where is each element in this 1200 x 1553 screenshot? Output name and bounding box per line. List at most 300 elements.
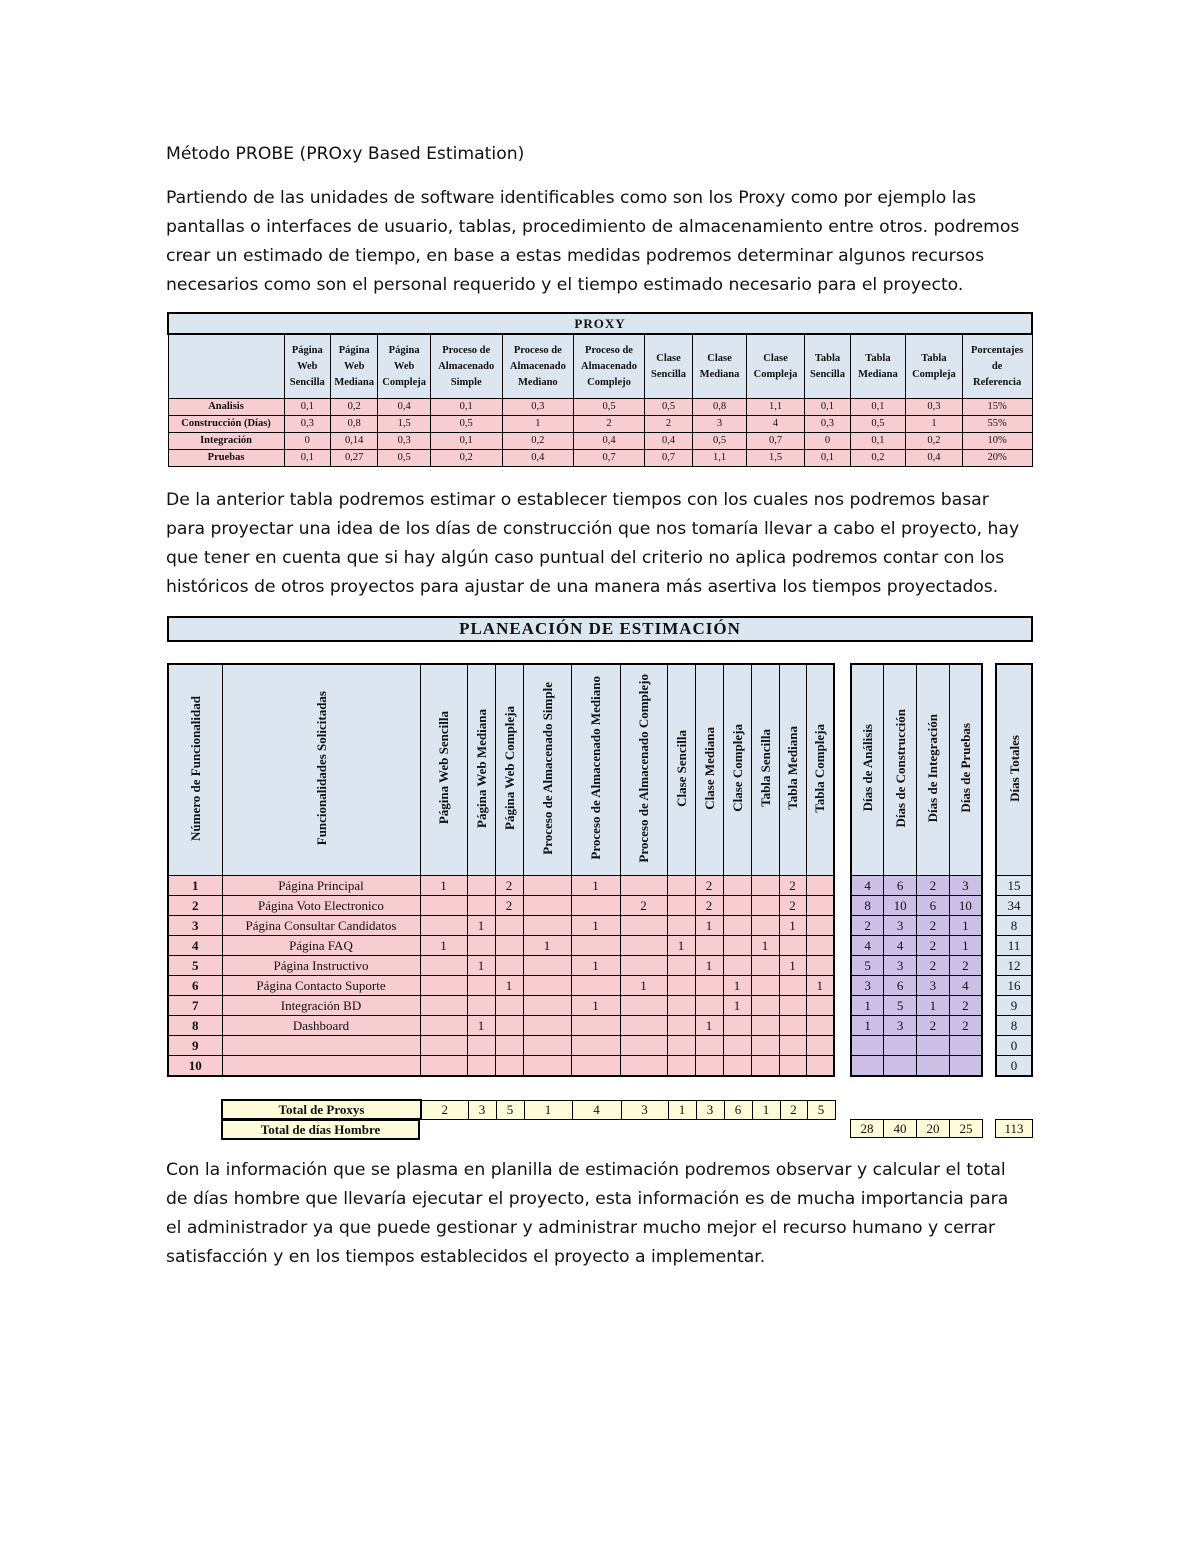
proxy-cell: 0,5 [850,416,906,433]
function-name: Dashboard [222,1016,420,1036]
proxy-count-cell [523,996,571,1016]
proxy-count-cell [571,976,620,996]
col-header-proxy-text: Clase Compleja [729,724,745,812]
proxy-col-header-line: Tabla [814,352,841,364]
proxy-cell: 0,3 [906,399,963,416]
proxy-count-cell [467,1036,495,1056]
proxy-col-header-line: Sencilla [289,376,325,388]
proxy-count-cell [779,1016,806,1036]
proxy-count-cell [495,916,523,936]
proxy-cell: 0,1 [430,399,502,416]
proxy-count-cell: 1 [420,936,467,956]
function-number: 5 [168,956,222,976]
proxy-col-header-line: Web [393,360,415,372]
days-cell [884,1056,917,1077]
proxy-count-cell: 1 [467,1016,495,1036]
col-header-proxy-text: Tabla Compleja [812,723,828,813]
proxy-count-cell [779,1036,806,1056]
proxy-col-header-line: Tabla [921,352,947,364]
col-header-number: Número de Funcionalidad [168,664,222,876]
proxy-cell: 0,4 [502,450,574,467]
col-header-days [851,664,884,876]
proxy-count-cell [779,1056,806,1077]
proxy-col-header-line: Sencilla [651,368,687,380]
proxy-cell: 0,3 [378,433,430,450]
proxy-count-cell [723,876,751,896]
function-number: 3 [168,916,222,936]
col-header-proxy [467,664,495,876]
days-row [851,1016,982,1036]
total-proxys-label: Total de Proxys [222,1100,421,1119]
total-proxy-cell: 1 [752,1100,780,1119]
proxy-count-cell: 1 [751,936,779,956]
function-name: Página Instructivo [222,956,420,976]
proxy-cell: 0,8 [330,416,377,433]
function-number: 6 [168,976,222,996]
days-cell: 2 [917,916,950,936]
function-name: Integración BD [222,996,420,1016]
function-number: 1 [168,876,222,896]
proxy-col-header-line: Tabla [865,352,891,364]
proxy-col-header-line: Compleja [753,368,798,380]
function-number: 7 [168,996,222,1016]
days-cell: 1 [851,1016,884,1036]
proxy-cell: 1 [906,416,963,433]
proxy-count-cell: 1 [667,936,695,956]
proxy-cell: 15% [962,399,1032,416]
proxy-cell: 0,14 [330,433,377,450]
table-row [168,1036,834,1056]
row-total-cell: 15 [996,876,1032,896]
analysis-paragraph [166,486,1046,602]
days-row [851,996,982,1016]
proxy-col-header [574,334,645,399]
proxy-count-cell: 1 [571,996,620,1016]
function-number: 8 [168,1016,222,1036]
col-header-proxy-text: Página Web Sencilla [436,711,451,825]
proxy-count-cell [667,1016,695,1036]
days-row [851,936,982,956]
days-cell: 1 [949,936,982,956]
proxy-count-cell [420,916,467,936]
proxy-col-header-line: Proceso de [513,344,562,356]
proxy-count-cell [751,976,779,996]
total-days-cell: 28 [851,1120,884,1138]
proxy-count-cell [695,936,723,956]
text-line: que tener en cuenta que si hay algún caso puntual del criterio no aplica podremos contar con los [166,548,1005,568]
days-cell: 3 [949,876,982,896]
proxy-count-cell [667,996,695,1016]
days-cell: 1 [851,996,884,1016]
proxy-cell: 0,1 [284,450,330,467]
proxy-count-cell [467,936,495,956]
table-row [168,896,834,916]
proxy-count-cell [751,896,779,916]
proxy-cell: 0,2 [502,433,574,450]
proxy-count-cell [723,1036,751,1056]
proxy-cell: 4 [746,416,805,433]
proxy-col-header-line: Mediana [858,368,898,380]
proxy-col-header-line: Clase [707,352,732,364]
col-header-days-text: Días de Pruebas [957,723,973,813]
days-cell: 8 [851,896,884,916]
total-proxys-row [221,1099,836,1120]
row-total-cell: 12 [996,956,1032,976]
row-total-cell: 0 [996,1036,1032,1056]
proxy-count-cell [806,876,834,896]
proxy-count-cell [467,896,495,916]
proxy-cell: 0,2 [330,399,377,416]
proxy-col-header [746,334,805,399]
table-row [168,876,834,896]
proxy-cell: 0,1 [805,399,850,416]
col-header-proxy [495,664,523,876]
proxy-col-header-line: Mediana [699,368,740,380]
total-proxy-cell: 3 [696,1100,724,1119]
proxy-count-cell [751,916,779,936]
total-proxy-cell: 3 [621,1100,668,1119]
proxy-cell: 0,7 [644,450,692,467]
days-cell [917,1036,950,1056]
proxy-count-cell [620,996,667,1016]
proxy-count-cell [695,976,723,996]
row-total-cell: 16 [996,976,1032,996]
proxy-count-cell [667,896,695,916]
text-line: de días hombre que llevaría ejecutar el proyecto, esta información es de mucha importancia para [166,1189,1009,1209]
proxy-col-header-line: Almacenado [438,360,495,372]
proxy-count-cell: 2 [495,896,523,916]
proxy-count-cell [620,1016,667,1036]
total-proxy-cell: 1 [668,1100,696,1119]
proxy-count-cell [420,896,467,916]
proxy-count-cell [779,976,806,996]
col-header-days [949,664,982,876]
proxy-cell: 1,5 [378,416,430,433]
proxy-count-cell [751,1036,779,1056]
days-cell: 6 [917,896,950,916]
col-header-proxy [779,664,806,876]
days-cell: 2 [851,916,884,936]
proxy-cell: 0,2 [430,450,502,467]
proxy-count-cell [723,1056,751,1077]
col-header-proxy [695,664,723,876]
proxy-row-label: Integración [168,433,284,450]
proxy-cell: 1 [502,416,574,433]
proxy-count-cell: 1 [467,916,495,936]
intro-line: necesarios como son el personal requerido y el tiempo estimado necesario para el proyecto. [166,275,964,295]
days-row [851,916,982,936]
proxy-col-header-line: Web [297,360,318,372]
days-cell: 4 [851,936,884,956]
intro-line: crear un estimado de tiempo, en base a estas medidas podremos determinar algunos recursos [166,246,985,266]
proxy-count-cell [620,876,667,896]
days-cell: 2 [917,1016,950,1036]
proxy-count-cell [495,996,523,1016]
proxy-col-header-line: Clase [763,352,788,364]
total-proxy-cell: 5 [496,1100,524,1119]
proxy-count-cell [467,996,495,1016]
proxy-col-header-line: Referencia [973,376,1022,388]
conclusion-paragraph [166,1156,1046,1272]
col-header-days-text: Días de Análisis [860,724,876,812]
days-row [851,896,982,916]
proxy-cell: 10% [962,433,1032,450]
proxy-count-cell: 2 [495,876,523,896]
proxy-count-cell: 1 [723,996,751,1016]
grand-total-value: 113 [996,1120,1033,1138]
table-row [168,976,834,996]
col-header-days-text: Días de Construcción [892,708,908,828]
document-title: Método PROBE (PROxy Based Estimation) [166,144,525,164]
planning-table [167,663,835,1077]
proxy-count-cell: 2 [779,896,806,916]
function-name: Página Consultar Candidatos [222,916,420,936]
proxy-row-label: Analisis [168,399,284,416]
function-number: 2 [168,896,222,916]
col-header-days-text: Días de Integración [925,713,941,823]
proxy-col-header [850,334,906,399]
total-row [996,896,1032,916]
total-proxy-cell: 1 [524,1100,572,1119]
proxy-cell: 0,5 [430,416,502,433]
proxy-count-cell [523,876,571,896]
total-proxy-cell: 5 [807,1100,835,1119]
proxy-count-cell [806,916,834,936]
function-name: Página Principal [222,876,420,896]
col-header-proxy [667,664,695,876]
proxy-col-header-line: Proceso de [442,344,491,356]
proxy-count-cell [667,916,695,936]
proxy-cell: 0,7 [574,450,645,467]
function-name [222,1036,420,1056]
proxy-count-cell: 1 [779,956,806,976]
proxy-count-cell [695,1056,723,1077]
proxy-col-header [502,334,574,399]
proxy-count-cell [523,916,571,936]
proxy-count-cell [751,996,779,1016]
days-cell: 2 [917,956,950,976]
proxy-col-header [906,334,963,399]
proxy-col-header [962,334,1032,399]
total-proxy-cell: 2 [780,1100,807,1119]
intro-paragraph [166,184,1046,300]
days-table [850,663,983,1077]
proxy-cell: 0,5 [574,399,645,416]
table-row [168,1056,834,1077]
days-cell: 4 [851,876,884,896]
proxy-col-header [330,334,377,399]
proxy-count-cell [420,1036,467,1056]
proxy-cell: 0,7 [746,433,805,450]
proxy-count-cell: 1 [620,976,667,996]
row-total-cell: 8 [996,916,1032,936]
proxy-count-cell [667,1056,695,1077]
grand-total-table [995,1119,1033,1138]
text-line: De la anterior tabla podremos estimar o establecer tiempos con los cuales nos podremos basar [166,490,989,510]
proxy-count-cell [571,1056,620,1077]
table-row [168,916,834,936]
col-header-proxy-text: Página Web Compleja [501,706,517,830]
proxy-count-cell [523,1036,571,1056]
proxy-cell: 0,4 [574,433,645,450]
proxy-count-cell [620,916,667,936]
days-row [851,876,982,896]
days-cell [851,1036,884,1056]
proxy-count-cell [779,936,806,956]
col-header-proxy-text: Tabla Mediana [785,726,800,810]
proxy-row [168,433,1032,450]
total-row [996,976,1032,996]
total-proxy-cell: 2 [421,1100,468,1119]
proxy-col-header-line: Sencilla [809,368,845,380]
function-number: 9 [168,1036,222,1056]
total-row [996,916,1032,936]
days-cell [949,1036,982,1056]
col-header-proxy-text: Página Web Mediana [473,708,489,828]
col-header-proxy-text: Clase Mediana [701,726,717,810]
col-header-function: Funcionalidades Solicitadas [222,664,420,876]
proxy-count-cell: 1 [695,1016,723,1036]
proxy-count-cell: 1 [495,976,523,996]
proxy-col-header [805,334,850,399]
proxy-count-cell [571,896,620,916]
text-line: para proyectar una idea de los días de construcción que nos tomaría llevar a cabo el proyecto, hay [166,519,1020,539]
days-row [851,956,982,976]
proxy-cell: 0,4 [644,433,692,450]
proxy-col-header-line: Proceso de [585,344,633,356]
proxy-count-cell: 1 [695,956,723,976]
col-header-proxy [751,664,779,876]
days-cell: 5 [884,996,917,1016]
proxy-cell: 0,5 [378,450,430,467]
days-cell: 2 [949,996,982,1016]
total-row [996,936,1032,956]
function-name: Página FAQ [222,936,420,956]
days-cell: 3 [884,956,917,976]
total-days-cell: 20 [917,1120,950,1138]
total-row [996,1016,1032,1036]
proxy-cell: 0,8 [693,399,746,416]
col-header-proxy [420,664,467,876]
days-cell [949,1056,982,1077]
proxy-cell: 1,5 [746,450,805,467]
days-cell: 1 [949,916,982,936]
total-days-cell: 40 [884,1120,917,1138]
total-row [996,996,1032,1016]
proxy-count-cell [523,976,571,996]
proxy-cell: 0,5 [693,433,746,450]
proxy-count-cell: 1 [806,976,834,996]
proxy-count-cell [467,876,495,896]
proxy-count-cell: 2 [695,876,723,896]
total-proxy-cell: 3 [468,1100,496,1119]
proxy-count-cell [571,1016,620,1036]
proxy-cell: 0,4 [378,399,430,416]
proxy-col-header-line: Página [388,344,420,356]
proxy-col-header-line: Almacenado [509,360,566,372]
proxy-count-cell [723,1016,751,1036]
proxy-cell: 0,4 [906,450,963,467]
days-row [851,1036,982,1056]
proxy-col-header-line: Página [338,344,370,356]
proxy-col-header-line: Web [343,360,365,372]
proxy-count-cell [420,996,467,1016]
proxy-col-header [284,334,330,399]
col-header-proxy [806,664,834,876]
proxy-cell: 0,3 [502,399,574,416]
text-line: Con la información que se plasma en planilla de estimación podremos observar y calcular el total [166,1160,1006,1180]
proxy-count-cell [723,956,751,976]
days-cell: 10 [949,896,982,916]
proxy-count-cell: 1 [571,876,620,896]
proxy-cell: 55% [962,416,1032,433]
proxy-count-cell [667,976,695,996]
days-cell: 2 [949,1016,982,1036]
proxy-count-cell [667,876,695,896]
proxy-count-cell: 1 [420,876,467,896]
proxy-count-cell [806,956,834,976]
proxy-count-cell [806,1056,834,1077]
proxy-count-cell: 1 [523,936,571,956]
proxy-cell: 0,1 [850,399,906,416]
row-total-cell: 34 [996,896,1032,916]
proxy-count-cell [523,1016,571,1036]
proxy-count-cell: 1 [467,956,495,976]
proxy-cell: 0,3 [284,416,330,433]
proxy-cell: 0,3 [805,416,850,433]
proxy-cell: 0,27 [330,450,377,467]
proxy-count-cell [523,1056,571,1077]
table-row [168,996,834,1016]
days-row [851,976,982,996]
proxy-col-header-line: de [991,360,1003,372]
total-row [996,1036,1032,1056]
col-header-proxy-text: Proceso de Almacenado Mediano [588,676,603,860]
col-header-days [884,664,917,876]
text-line: históricos de otros proyectos para ajustar de una manera más asertiva los tiempos proyectados. [166,577,999,597]
proxy-cell: 0 [284,433,330,450]
proxy-count-cell [620,1056,667,1077]
proxy-cell: 0,2 [906,433,963,450]
proxy-count-cell [806,1016,834,1036]
proxy-count-cell [695,996,723,1016]
proxy-col-header-line: Compleja [912,368,956,380]
proxy-count-cell [571,1036,620,1056]
proxy-cell: 2 [574,416,645,433]
intro-line: Partiendo de las unidades de software identificables como son los Proxy como por ejemplo las [166,188,977,208]
proxy-count-cell [523,896,571,916]
proxy-count-cell: 1 [779,916,806,936]
proxy-count-cell [806,996,834,1016]
proxy-count-cell: 1 [571,916,620,936]
proxy-count-cell [620,1036,667,1056]
proxy-row [168,416,1032,433]
proxy-count-cell: 1 [571,956,620,976]
function-name [222,1056,420,1077]
row-total-cell: 0 [996,1056,1032,1077]
proxy-cell: 1,1 [693,450,746,467]
proxy-count-cell [495,1056,523,1077]
proxy-count-cell [420,1056,467,1077]
col-header-proxy [723,664,751,876]
proxy-count-cell [751,876,779,896]
proxy-col-header-line: Simple [450,376,482,388]
days-cell: 3 [884,916,917,936]
total-days-cell: 25 [950,1120,983,1138]
days-cell: 1 [917,996,950,1016]
proxy-count-cell [806,896,834,916]
total-row [996,956,1032,976]
